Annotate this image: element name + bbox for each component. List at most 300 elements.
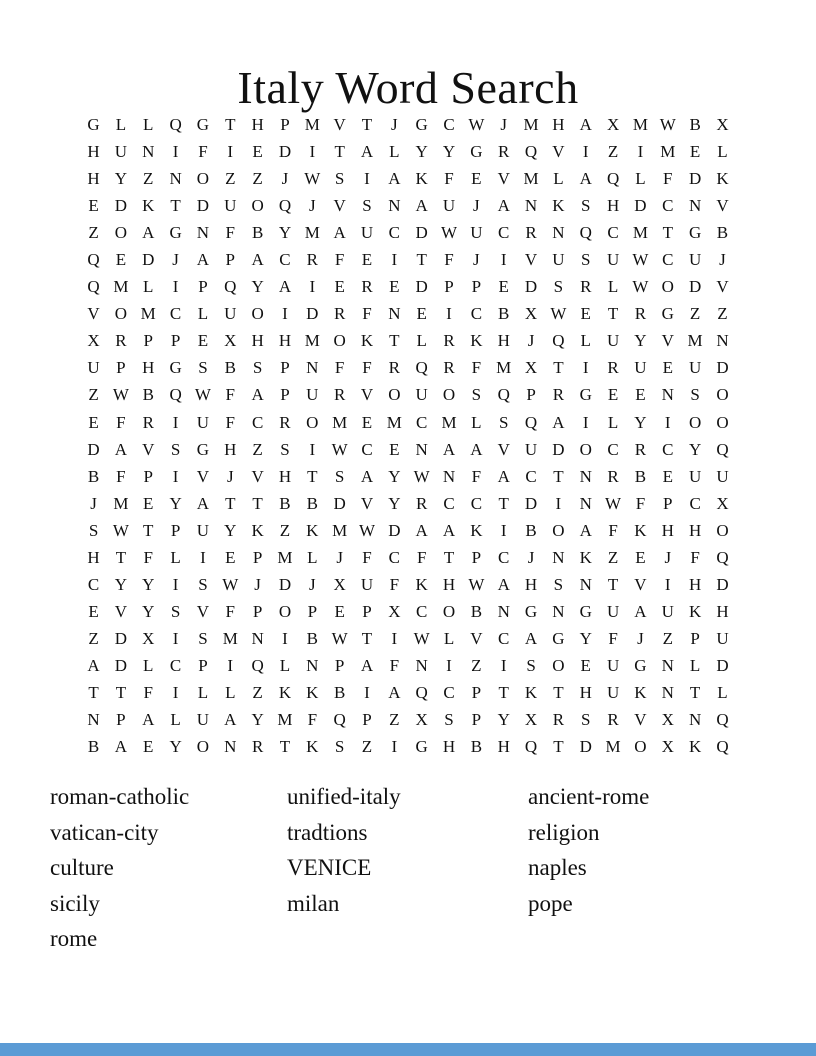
grid-letter: P xyxy=(280,385,290,405)
grid-letter: O xyxy=(388,385,401,405)
grid-letter: F xyxy=(471,358,482,378)
grid-letter: U xyxy=(524,439,538,459)
grid-letter: S xyxy=(334,466,345,486)
grid-letter: A xyxy=(360,466,374,486)
grid-letter: A xyxy=(579,520,592,540)
grid-letter: D xyxy=(388,520,401,540)
grid-letter: U xyxy=(114,142,128,162)
grid-letter: A xyxy=(524,628,538,648)
grid-letter: P xyxy=(471,683,482,702)
grid-letter: J xyxy=(719,250,726,270)
grid-letter: I xyxy=(555,493,562,513)
grid-letter: U xyxy=(688,250,702,270)
grid-letter: I xyxy=(664,574,671,594)
grid-letter: Z xyxy=(689,304,701,324)
grid-letter: I xyxy=(309,142,316,162)
grid-letter: A xyxy=(388,683,401,702)
grid-letter: R xyxy=(634,439,647,459)
grid-letter: F xyxy=(690,547,700,567)
grid-letter: U xyxy=(415,385,428,405)
grid-letter: F xyxy=(389,574,400,594)
grid-letter: N xyxy=(552,547,565,567)
grid-letter: Q xyxy=(169,115,182,135)
grid-letter: X xyxy=(87,331,100,351)
grid-letter: K xyxy=(688,737,702,757)
grid-letter: D xyxy=(278,142,292,162)
grid-letter: T xyxy=(389,331,400,351)
word-list-item: religion xyxy=(528,819,600,845)
grid-letter: Z xyxy=(88,628,99,648)
grid-letter: D xyxy=(87,439,100,459)
grid-letter: K xyxy=(360,331,374,351)
grid-letter: H xyxy=(87,142,100,162)
grid-letter: R xyxy=(580,277,592,297)
grid-letter: E xyxy=(416,304,427,324)
grid-letter: M xyxy=(441,412,457,432)
grid-letter: D xyxy=(552,439,565,459)
grid-letter: U xyxy=(87,358,100,378)
grid-letter: U xyxy=(688,358,702,378)
grid-letter: B xyxy=(333,683,346,702)
grid-letter: B xyxy=(224,358,236,378)
grid-letter: F xyxy=(334,358,345,378)
grid-letter: Z xyxy=(662,628,673,648)
grid-letter: D xyxy=(196,196,210,216)
grid-letter: F xyxy=(471,466,482,486)
grid-letter: F xyxy=(663,169,673,189)
grid-letter: U xyxy=(470,223,483,243)
grid-letter: J xyxy=(308,574,316,594)
grid-letter: P xyxy=(116,358,126,378)
grid-letter: A xyxy=(470,439,483,459)
grid-letter: T xyxy=(252,493,263,513)
grid-letter: B xyxy=(306,628,318,648)
grid-letter: B xyxy=(689,115,701,135)
grid-letter: M xyxy=(386,412,402,432)
grid-letter: H xyxy=(661,520,674,540)
grid-letter: P xyxy=(526,385,536,405)
grid-letter: C xyxy=(443,493,455,513)
grid-letter: M xyxy=(632,223,648,243)
grid-letter: E xyxy=(689,142,701,162)
grid-letter: J xyxy=(226,466,234,486)
grid-letter: H xyxy=(579,683,592,702)
grid-letter: I xyxy=(282,304,288,324)
grid-letter: C xyxy=(279,250,291,270)
grid-letter: I xyxy=(500,520,507,540)
grid-letter: W xyxy=(413,628,430,648)
grid-letter: U xyxy=(688,466,702,486)
grid-letter: F xyxy=(608,628,618,648)
grid-letter: G xyxy=(169,223,182,243)
grid-letter: R xyxy=(443,331,455,351)
grid-letter: I xyxy=(582,142,589,162)
word-list-item: pope xyxy=(528,890,573,916)
grid-letter: C xyxy=(498,223,510,243)
grid-letter: W xyxy=(632,277,649,297)
grid-letter: Y xyxy=(415,142,428,162)
grid-letter: P xyxy=(280,115,290,135)
grid-letter: S xyxy=(170,601,181,621)
grid-letter: C xyxy=(251,412,264,432)
grid-letter: C xyxy=(498,547,510,567)
grid-letter: F xyxy=(389,655,400,675)
grid-letter: O xyxy=(634,737,647,757)
grid-letter: S xyxy=(170,439,181,459)
grid-letter: P xyxy=(198,655,208,675)
word-search-grid xyxy=(80,111,736,760)
grid-letter: I xyxy=(582,358,589,378)
grid-letter: L xyxy=(143,277,154,297)
grid-letter: L xyxy=(553,169,564,189)
grid-letter: P xyxy=(252,547,263,567)
grid-letter: C xyxy=(416,601,428,621)
grid-letter: N xyxy=(497,601,510,621)
grid-letter: L xyxy=(635,169,646,189)
grid-letter: D xyxy=(688,277,702,297)
grid-letter: U xyxy=(606,331,620,351)
word-list-item: roman-catholic xyxy=(50,784,190,809)
grid-letter: I xyxy=(172,683,179,702)
grid-letter: E xyxy=(143,737,154,757)
grid-letter: C xyxy=(416,412,428,432)
grid-letter: O xyxy=(716,520,729,540)
grid-letter: L xyxy=(225,683,236,702)
grid-letter: I xyxy=(582,412,589,432)
grid-letter: R xyxy=(251,737,264,757)
grid-letter: T xyxy=(334,142,345,162)
grid-letter: S xyxy=(690,385,700,405)
word-list-item: vatican-city xyxy=(50,819,159,845)
grid-letter: U xyxy=(716,628,729,648)
grid-letter: L xyxy=(717,142,728,162)
grid-letter: G xyxy=(415,115,428,135)
grid-letter: B xyxy=(87,466,100,486)
footer-accent-bar xyxy=(0,1043,816,1056)
grid-letter: S xyxy=(581,196,591,216)
grid-letter: B xyxy=(279,493,291,513)
grid-letter: S xyxy=(334,737,345,757)
grid-letter: J xyxy=(637,628,644,648)
word-list-column xyxy=(287,779,528,921)
grid-letter: A xyxy=(251,250,264,270)
grid-letter: A xyxy=(142,223,155,243)
grid-letter: F xyxy=(444,169,454,189)
grid-letter: G xyxy=(524,601,538,621)
grid-letter: I xyxy=(309,277,316,297)
grid-letter: O xyxy=(114,223,128,243)
grid-letter: E xyxy=(498,277,509,297)
grid-letter: X xyxy=(224,331,237,351)
grid-letter: F xyxy=(334,250,345,270)
grid-letter: N xyxy=(415,655,428,675)
grid-letter: I xyxy=(282,628,288,648)
grid-letter: Y xyxy=(634,331,647,351)
grid-letter: E xyxy=(88,196,99,216)
grid-letter: B xyxy=(470,737,483,757)
grid-letter: R xyxy=(498,142,510,162)
grid-letter: N xyxy=(579,466,592,486)
grid-letter: T xyxy=(443,547,455,567)
grid-letter: H xyxy=(251,115,264,135)
grid-letter: C xyxy=(388,223,400,243)
grid-letter: K xyxy=(716,169,729,189)
grid-letter: B xyxy=(498,304,510,324)
grid-letter: C xyxy=(169,304,182,324)
grid-letter: E xyxy=(252,142,263,162)
grid-letter: Y xyxy=(251,710,264,730)
grid-letter: K xyxy=(579,547,592,567)
grid-letter: Z xyxy=(607,142,619,162)
grid-letter: N xyxy=(661,655,674,675)
grid-letter: J xyxy=(336,547,343,567)
grid-letter: I xyxy=(172,574,179,594)
grid-letter: T xyxy=(170,196,181,216)
grid-letter: S xyxy=(280,439,290,459)
grid-letter: R xyxy=(306,250,318,270)
grid-letter: B xyxy=(251,223,264,243)
grid-letter: I xyxy=(391,628,398,648)
grid-letter: V xyxy=(634,710,647,730)
grid-letter: Q xyxy=(169,385,182,405)
grid-letter: P xyxy=(471,710,482,730)
grid-letter: V xyxy=(360,385,374,405)
grid-letter: T xyxy=(88,683,99,702)
grid-letter: U xyxy=(306,385,319,405)
grid-letter: F xyxy=(307,710,318,730)
grid-letter: A xyxy=(360,142,374,162)
grid-letter: Y xyxy=(114,574,128,594)
grid-letter: M xyxy=(140,304,156,324)
grid-letter: G xyxy=(661,304,674,324)
grid-letter: U xyxy=(716,466,729,486)
grid-letter: K xyxy=(634,683,647,702)
grid-letter: Y xyxy=(224,520,237,540)
grid-letter: F xyxy=(116,466,126,486)
grid-letter: J xyxy=(500,115,508,135)
grid-letter: Z xyxy=(143,169,154,189)
grid-letter: L xyxy=(197,304,209,324)
grid-letter: V xyxy=(524,250,538,270)
grid-letter: K xyxy=(278,683,292,702)
grid-letter: D xyxy=(142,250,155,270)
grid-letter: Y xyxy=(114,169,128,189)
grid-letter: X xyxy=(716,493,729,513)
grid-letter: I xyxy=(500,250,507,270)
grid-letter: X xyxy=(415,710,428,730)
grid-letter: T xyxy=(553,683,564,702)
grid-letter: J xyxy=(391,115,398,135)
grid-letter: A xyxy=(634,601,647,621)
grid-letter: N xyxy=(552,601,565,621)
grid-letter: F xyxy=(198,142,208,162)
grid-letter: E xyxy=(580,655,591,675)
grid-letter: C xyxy=(361,439,373,459)
grid-letter: Q xyxy=(224,277,237,297)
grid-letter: Q xyxy=(333,710,346,730)
grid-letter: S xyxy=(198,574,208,594)
grid-letter: C xyxy=(443,683,455,702)
grid-letter: H xyxy=(688,520,702,540)
grid-letter: H xyxy=(497,331,510,351)
grid-letter: A xyxy=(114,439,128,459)
grid-letter: O xyxy=(442,601,456,621)
grid-letter: D xyxy=(114,655,128,675)
grid-letter: W xyxy=(331,439,348,459)
grid-letter: O xyxy=(333,331,346,351)
grid-letter: Q xyxy=(524,737,538,757)
grid-letter: E xyxy=(471,169,482,189)
grid-letter: U xyxy=(360,223,374,243)
grid-letter: L xyxy=(115,115,127,135)
grid-letter: D xyxy=(333,493,346,513)
grid-letter: I xyxy=(391,250,398,270)
grid-letter: Y xyxy=(442,142,456,162)
grid-letter: B xyxy=(634,466,647,486)
grid-letter: R xyxy=(607,358,619,378)
grid-letter: I xyxy=(391,737,398,757)
grid-letter: O xyxy=(579,439,592,459)
grid-letter: D xyxy=(716,655,729,675)
grid-letter: M xyxy=(605,737,621,757)
grid-letter: R xyxy=(333,304,346,324)
grid-letter: Z xyxy=(607,547,619,567)
grid-letter: G xyxy=(688,223,702,243)
grid-letter: Q xyxy=(606,169,620,189)
grid-letter: G xyxy=(87,115,100,135)
word-list-item: VENICE xyxy=(287,855,372,881)
grid-letter: Q xyxy=(415,358,428,378)
grid-letter: A xyxy=(579,115,592,135)
grid-letter: O xyxy=(552,520,565,540)
grid-letter: O xyxy=(251,196,264,216)
grid-letter: R xyxy=(333,385,346,405)
grid-letter: N xyxy=(415,439,428,459)
grid-letter: V xyxy=(142,439,155,459)
grid-letter: Z xyxy=(225,169,236,189)
grid-letter: F xyxy=(225,601,235,621)
grid-letter: M xyxy=(277,710,293,730)
grid-letter: Q xyxy=(87,250,100,270)
grid-letter: V xyxy=(333,196,346,216)
grid-letter: S xyxy=(444,710,454,730)
grid-letter: S xyxy=(88,520,99,540)
grid-letter: M xyxy=(304,223,320,243)
grid-letter: P xyxy=(116,710,126,730)
grid-letter: I xyxy=(364,169,370,189)
grid-letter: E xyxy=(88,412,99,432)
grid-letter: G xyxy=(579,601,592,621)
grid-letter: I xyxy=(227,655,234,675)
grid-letter: V xyxy=(360,493,374,513)
grid-letter: W xyxy=(468,115,485,135)
grid-letter: R xyxy=(525,223,537,243)
grid-letter: R xyxy=(607,466,619,486)
grid-letter: Q xyxy=(251,655,264,675)
grid-letter: U xyxy=(606,250,620,270)
grid-letter: V xyxy=(497,439,510,459)
word-list-item: ancient-rome xyxy=(528,784,650,809)
grid-letter: Y xyxy=(169,737,182,757)
grid-letter: I xyxy=(172,412,179,432)
grid-letter: A xyxy=(196,493,210,513)
grid-letter: C xyxy=(662,250,674,270)
grid-letter: T xyxy=(553,466,564,486)
grid-letter: D xyxy=(688,169,702,189)
grid-letter: H xyxy=(442,737,456,757)
grid-letter: D xyxy=(524,277,538,297)
grid-letter: Y xyxy=(688,439,702,459)
grid-letter: C xyxy=(607,223,619,243)
grid-letter: E xyxy=(635,385,646,405)
grid-letter: Z xyxy=(717,304,728,324)
grid-letter: W xyxy=(659,115,676,135)
grid-letter: N xyxy=(552,223,565,243)
grid-letter: M xyxy=(496,358,512,378)
grid-letter: T xyxy=(662,223,673,243)
grid-letter: Z xyxy=(88,385,99,405)
grid-letter: J xyxy=(308,196,316,216)
grid-letter: Y xyxy=(142,574,155,594)
grid-letter: V xyxy=(196,601,210,621)
grid-letter: Y xyxy=(251,277,264,297)
grid-letter: C xyxy=(662,439,674,459)
grid-letter: O xyxy=(661,277,674,297)
grid-letter: T xyxy=(279,737,291,757)
grid-letter: O xyxy=(196,737,210,757)
grid-letter: M xyxy=(523,169,539,189)
grid-letter: H xyxy=(606,196,620,216)
grid-letter: X xyxy=(716,115,729,135)
grid-letter: P xyxy=(143,466,153,486)
grid-letter: T xyxy=(607,304,619,324)
grid-letter: B xyxy=(142,385,154,405)
grid-letter: X xyxy=(333,574,346,594)
grid-letter: K xyxy=(470,331,483,351)
grid-letter: U xyxy=(661,601,674,621)
grid-letter: I xyxy=(172,142,179,162)
grid-letter: R xyxy=(443,358,455,378)
grid-letter: K xyxy=(552,196,565,216)
grid-letter: V xyxy=(114,601,128,621)
grid-letter: C xyxy=(443,115,455,135)
grid-letter: C xyxy=(662,196,674,216)
grid-letter: U xyxy=(196,520,210,540)
grid-letter: A xyxy=(278,277,292,297)
grid-letter: P xyxy=(663,493,673,513)
grid-letter: D xyxy=(579,737,592,757)
grid-letter: A xyxy=(333,223,346,243)
grid-letter: T xyxy=(607,574,619,594)
grid-letter: C xyxy=(87,574,100,594)
grid-letter: R xyxy=(552,710,565,730)
grid-letter: X xyxy=(524,710,538,730)
grid-letter: M xyxy=(632,115,648,135)
grid-letter: U xyxy=(606,655,620,675)
grid-letter: D xyxy=(306,304,319,324)
grid-letter: G xyxy=(196,115,210,135)
grid-letter: L xyxy=(170,710,181,730)
grid-letter: L xyxy=(607,412,619,432)
grid-letter: W xyxy=(194,385,211,405)
grid-letter: L xyxy=(170,547,181,567)
grid-letter: H xyxy=(224,439,237,459)
grid-letter: H xyxy=(497,737,510,757)
grid-letter: M xyxy=(332,520,348,540)
grid-letter: N xyxy=(716,331,729,351)
grid-letter: T xyxy=(689,683,701,702)
grid-letter: I xyxy=(200,547,206,567)
